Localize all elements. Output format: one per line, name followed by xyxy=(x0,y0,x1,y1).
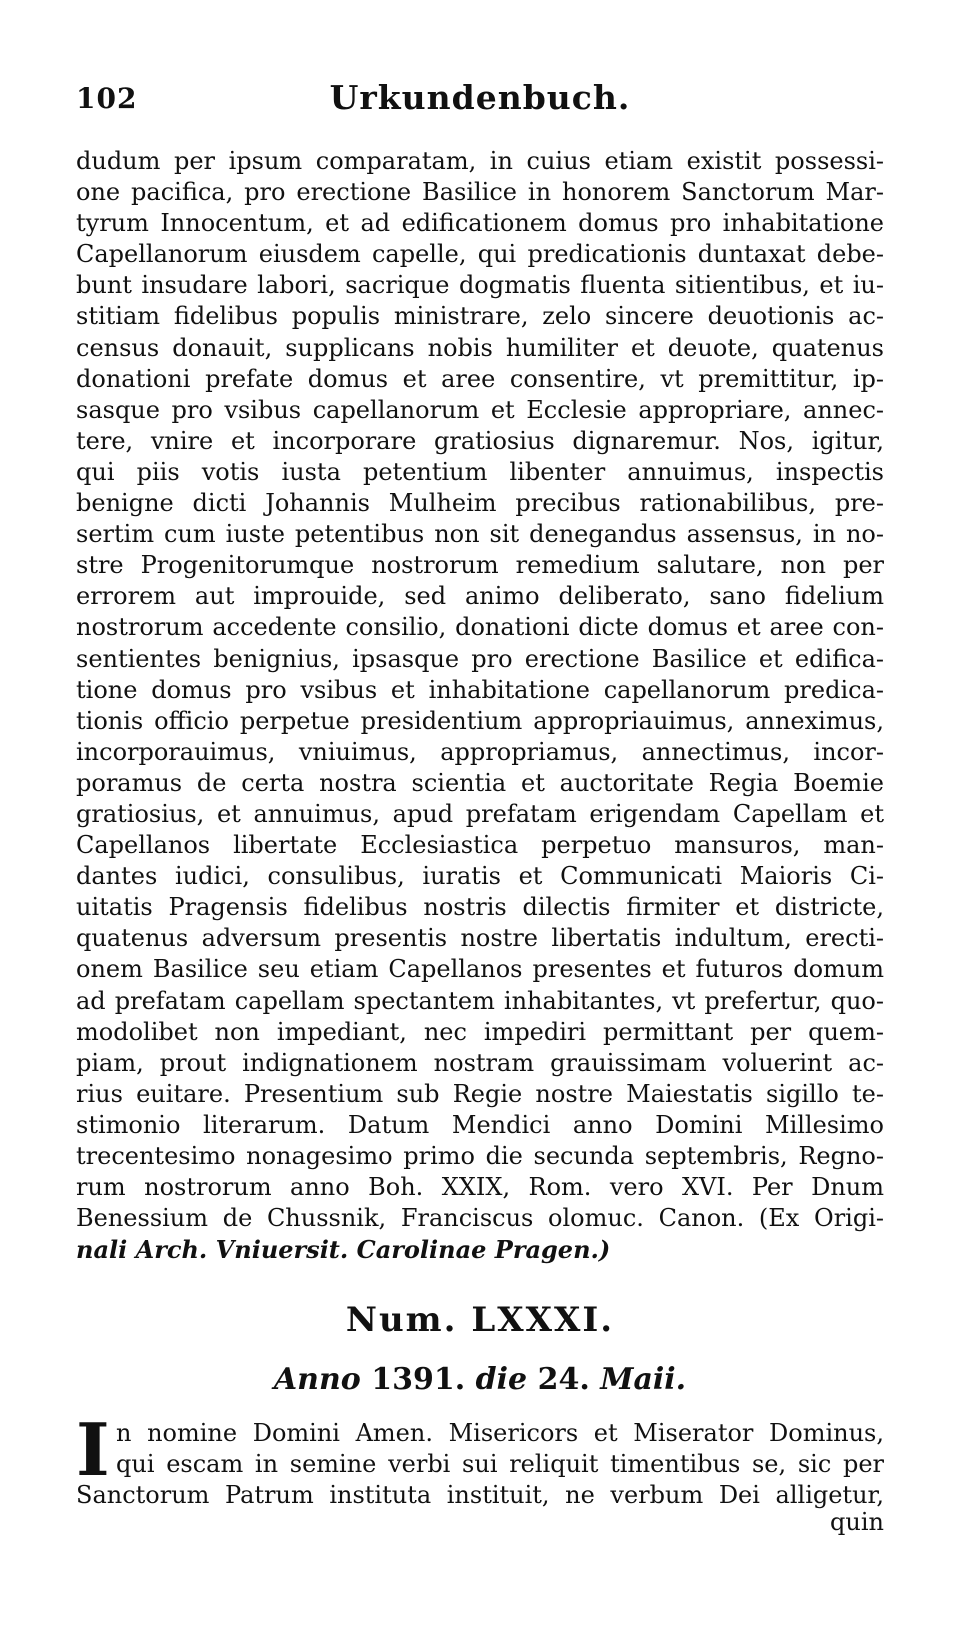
die-word: die xyxy=(475,1362,528,1397)
text-line: modolibet non impediant, nec impediri permittant per quem- xyxy=(76,1017,884,1046)
running-title: Urkundenbuch. xyxy=(329,78,631,117)
text-line: qui escam in semine verbi sui reliquit timentibus se, sic per xyxy=(116,1450,884,1479)
text-line: Sanctorum Patrum instituta instituit, ne verbum Dei alligetur, xyxy=(76,1481,884,1510)
anno-word: Anno xyxy=(273,1362,361,1397)
text-line: gratiosius, et annuimus, apud prefatam erigendam Capellam et xyxy=(76,799,884,828)
text-line: Benessium de Chussnik, Franciscus olomuc. Canon. (Ex Origi- xyxy=(76,1204,884,1233)
text-line: quatenus adversum presentis nostre libertatis indultum, erecti- xyxy=(76,924,884,953)
text-line: dudum per ipsum comparatam, in cuius etiam existit possessi- xyxy=(76,147,884,175)
text-line: stimonio literarum. Datum Mendici anno Domini Millesimo xyxy=(76,1110,884,1139)
text-line: census donauit, supplicans nobis humiliter et deuote, quatenus xyxy=(76,333,884,362)
day: 24. xyxy=(537,1362,590,1397)
text-line: onem Basilice seu etiam Capellanos presentes et futuros domum xyxy=(76,955,884,984)
text-line: rius euitare. Presentium sub Regie nostre Maiestatis sigillo te- xyxy=(76,1079,884,1108)
text-line: Capellanorum eiusdem capelle, qui predicationis duntaxat debe- xyxy=(76,240,884,269)
text-line: qui piis votis iusta petentium libenter annuimus, inspectis xyxy=(76,457,884,486)
text-line: benigne dicti Johannis Mulheim precibus rationabilibus, pre- xyxy=(76,489,884,518)
text-line: ad prefatam capellam spectantem inhabitantes, vt prefertur, quo- xyxy=(76,986,884,1015)
text-line: uitatis Pragensis fidelibus nostris dilectis firmiter et districte, xyxy=(76,893,884,922)
text-line: sasque pro vsibus capellanorum et Ecclesie appropriare, annec- xyxy=(76,395,884,424)
running-head xyxy=(76,78,884,122)
date-line xyxy=(76,1362,884,1397)
text-line: tionis officio perpetue presidentium appropriauimus, anneximus, xyxy=(76,706,884,735)
month: Maii. xyxy=(600,1362,687,1397)
text-line: dantes iudici, consulibus, iuratis et Communicati Maioris Ci- xyxy=(76,862,884,891)
text-line: piam, prout indignationem nostram grauissimam voluerint ac- xyxy=(76,1048,884,1077)
text-line: donationi prefate domus et aree consentire, vt premittitur, ip- xyxy=(76,364,884,393)
text-line: nostrorum accedente consilio, donationi dicte domus et aree con- xyxy=(76,613,884,642)
page-number: 102 xyxy=(76,82,138,115)
catchword: quin xyxy=(830,1508,884,1536)
body-text xyxy=(76,146,884,1265)
text-line: Capellanos libertate Ecclesiastica perpetuo mansuros, man- xyxy=(76,831,884,860)
text-line: stre Progenitorumque nostrorum remedium salutare, non per xyxy=(76,551,884,580)
text-line: tione domus pro vsibus et inhabitatione capellanorum predica- xyxy=(76,675,884,704)
text-line: errorem aut improuide, sed animo deliberato, sano fidelium xyxy=(76,582,884,611)
source-note-line xyxy=(76,1234,884,1265)
text-line: sertim cum iuste petentibus non sit denegandus assensus, in no- xyxy=(76,520,884,549)
text-line: tyrum Innocentum, et ad edificationem domus pro inhabitatione xyxy=(76,209,884,238)
text-line: incorporauimus, vniuimus, appropriamus, annectimus, incor- xyxy=(76,737,884,766)
text-line: tere, vnire et incorporare gratiosius dignaremur. Nos, igitur, xyxy=(76,426,884,455)
text-line: stitiam fidelibus populis ministrare, zelo sincere deuotionis ac- xyxy=(76,302,884,331)
text-line: bunt insudare labori, sacrique dogmatis fluenta sitientibus, et iu- xyxy=(76,271,884,300)
text-line: rum nostrorum anno Boh. XXIX, Rom. vero XVI. Per Dnum xyxy=(76,1173,884,1202)
opening-paragraph xyxy=(76,1407,884,1511)
section-heading: Num. LXXXI. xyxy=(345,1300,615,1340)
drop-cap: I xyxy=(76,1407,110,1492)
text-line: trecentesimo nonagesimo primo die secunda septembris, Regno- xyxy=(76,1142,884,1170)
text-line: one pacifica, pro erectione Basilice in honorem Sanctorum Mar- xyxy=(76,178,884,207)
year: 1391. xyxy=(371,1362,466,1397)
text-line: poramus de certa nostra scientia et auctoritate Regia Boemie xyxy=(76,768,884,797)
text-line: n nomine Domini Amen. Misericors et Miserator Dominus, xyxy=(116,1419,884,1447)
text-line: sentientes benignius, ipsasque pro erectione Basilice et edifica- xyxy=(76,644,884,673)
source-note: nali Arch. Vniuersit. Carolinae Pragen.) xyxy=(76,1235,611,1265)
